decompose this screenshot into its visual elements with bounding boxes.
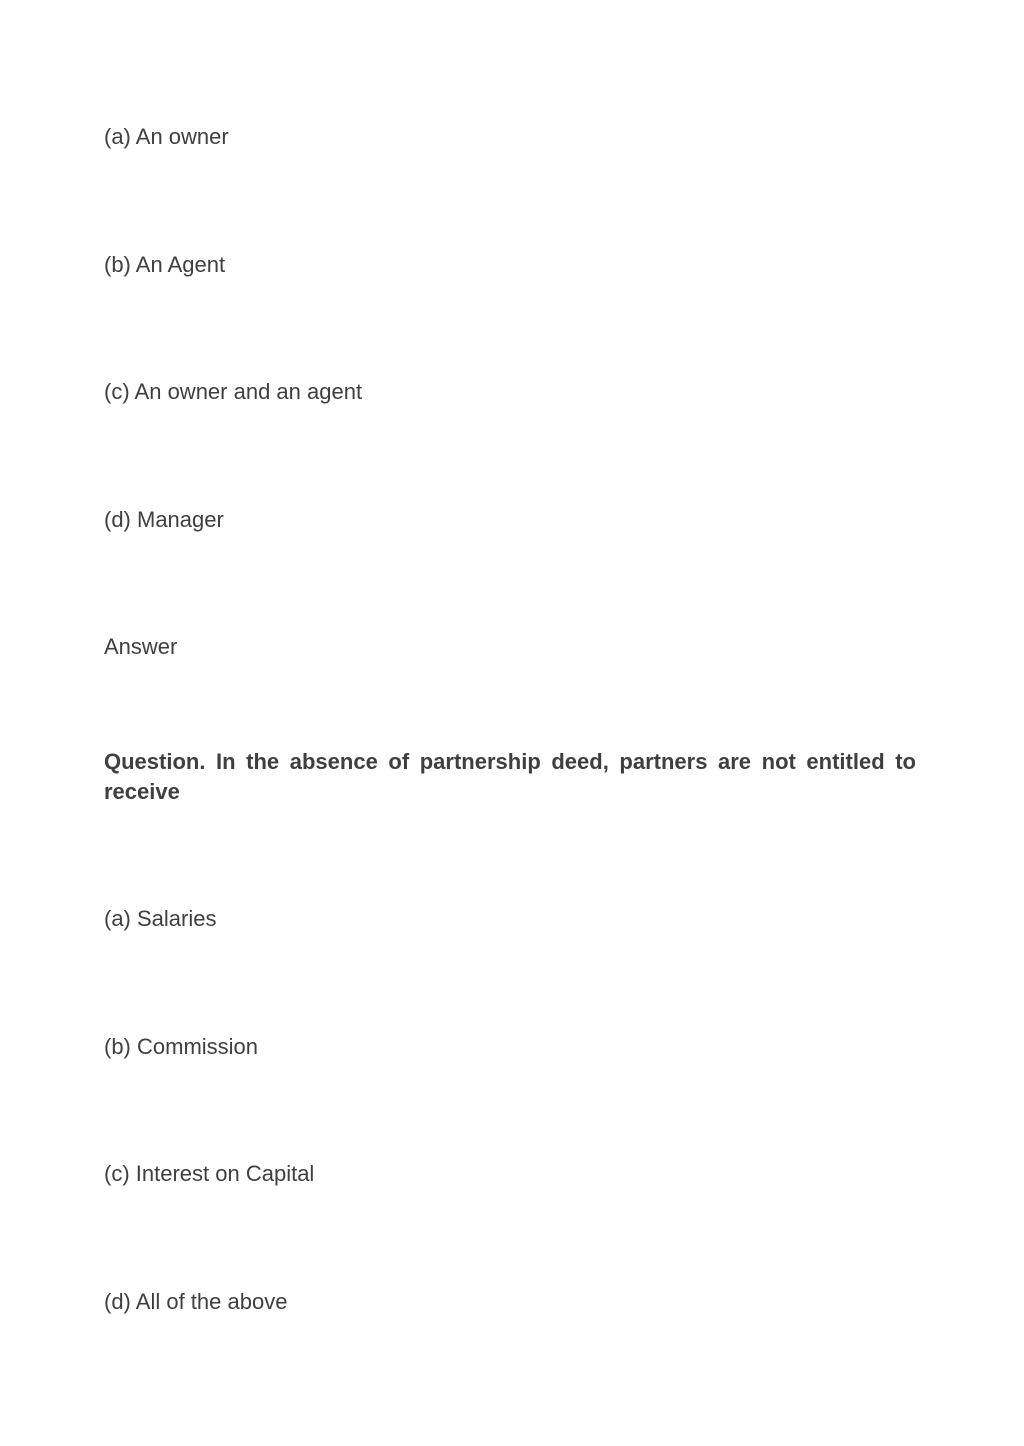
question-text: Question. In the absence of partnership deed, partners are not entitled to receive bbox=[104, 749, 916, 804]
option-d: (d) Manager bbox=[104, 507, 224, 532]
option-b: (b) Commission bbox=[104, 1034, 259, 1059]
answer-label: Answer bbox=[104, 634, 178, 659]
option-a: (a) An owner bbox=[104, 124, 229, 149]
option-d: (d) All of the above bbox=[104, 1289, 288, 1314]
option-a: (a) Salaries bbox=[104, 906, 217, 931]
option-c: (c) An owner and an agent bbox=[104, 379, 363, 404]
option-b: (b) An Agent bbox=[104, 252, 226, 277]
option-c: (c) Interest on Capital bbox=[104, 1161, 315, 1186]
